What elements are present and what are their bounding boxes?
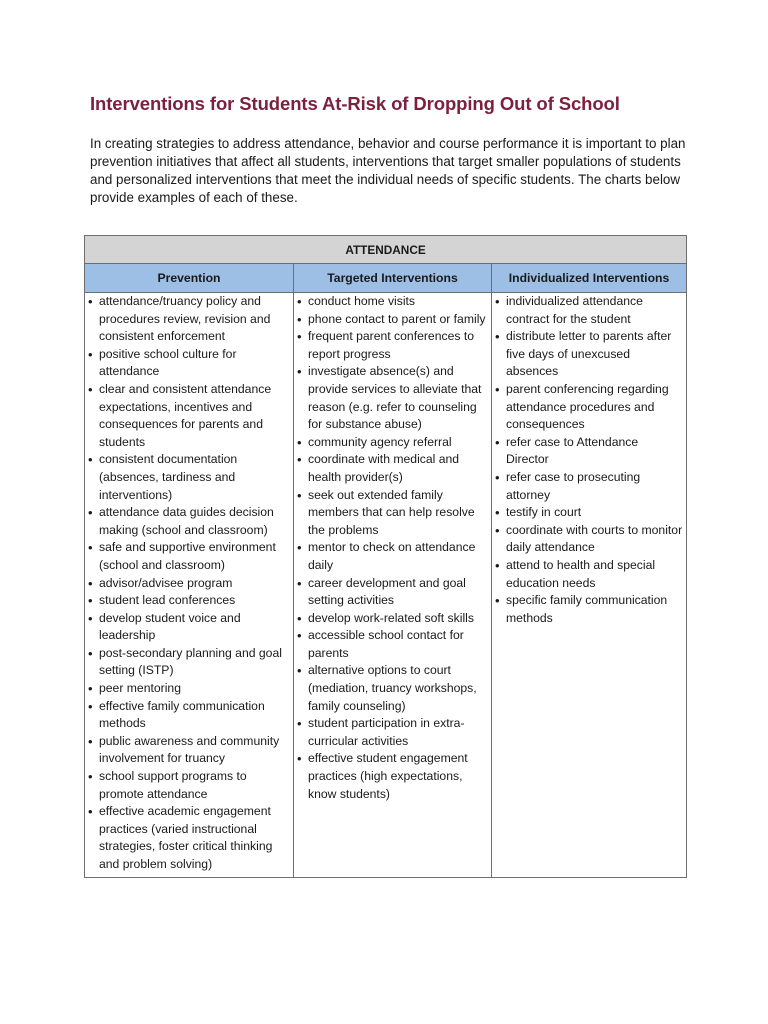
table-title-row	[85, 236, 687, 264]
list-item: • refer case to prosecuting attorney	[494, 469, 684, 504]
list-item: • individualized attendance contract for the student	[494, 293, 684, 328]
list-item: • student participation in extra-curricular activities	[296, 715, 489, 750]
list-item: • phone contact to parent or family	[296, 311, 489, 329]
list-item: • post-secondary planning and goal setting (ISTP)	[87, 645, 291, 680]
column-header-individualized: Individualized Interventions	[492, 264, 687, 293]
column-header-targeted: Targeted Interventions	[294, 264, 492, 293]
list-item: • effective student engagement practices (high expectations, know students)	[296, 750, 489, 803]
list-item: • mentor to check on attendance daily	[296, 539, 489, 574]
prevention-cell	[85, 293, 294, 878]
page-title: Interventions for Students At-Risk of Dropping Out of School	[90, 93, 620, 114]
list-item: • attend to health and special education needs	[494, 557, 684, 592]
list-item: • accessible school contact for parents	[296, 627, 489, 662]
list-item: • develop student voice and leadership	[87, 610, 291, 645]
list-item: • positive school culture for attendance	[87, 346, 291, 381]
list-item: • refer case to Attendance Director	[494, 434, 684, 469]
list-item: • attendance/truancy policy and procedures review, revision and consistent enforcement	[87, 293, 291, 346]
table-header-row	[85, 264, 687, 293]
list-item: • coordinate with medical and health provider(s)	[296, 451, 489, 486]
list-item: • school support programs to promote attendance	[87, 768, 291, 803]
list-item: • seek out extended family members that can help resolve the problems	[296, 487, 489, 540]
list-item: • investigate absence(s) and provide services to alleviate that reason (e.g. refer to counseling for substance abuse)	[296, 363, 489, 433]
targeted-list	[296, 293, 489, 803]
list-item: • attendance data guides decision making (school and classroom)	[87, 504, 291, 539]
list-item: • coordinate with courts to monitor daily attendance	[494, 522, 684, 557]
individualized-list	[494, 293, 684, 627]
attendance-table	[84, 235, 687, 878]
list-item: • student lead conferences	[87, 592, 291, 610]
individualized-cell	[492, 293, 687, 878]
list-item: • safe and supportive environment (school and classroom)	[87, 539, 291, 574]
list-item: • public awareness and community involvement for truancy	[87, 733, 291, 768]
table-body-row	[85, 293, 687, 878]
list-item: • testify in court	[494, 504, 684, 522]
list-item: • clear and consistent attendance expectations, incentives and consequences for parents and students	[87, 381, 291, 451]
prevention-list	[87, 293, 291, 874]
list-item: • distribute letter to parents after five days of unexcused absences	[494, 328, 684, 381]
intro-paragraph: In creating strategies to address attendance, behavior and course performance it is important to plan prevention initiatives that affect all students, interventions that target smaller populations of students and personalized interventions that meet the individual needs of specific students. The charts below provide examples of each of these.	[90, 136, 686, 205]
list-item: • effective academic engagement practices (varied instructional strategies, foster critical thinking and problem solving)	[87, 803, 291, 873]
list-item: • advisor/advisee program	[87, 575, 291, 593]
list-item: • peer mentoring	[87, 680, 291, 698]
list-item: • community agency referral	[296, 434, 489, 452]
column-header-prevention: Prevention	[85, 264, 294, 293]
targeted-cell	[294, 293, 492, 878]
list-item: • career development and goal setting activities	[296, 575, 489, 610]
list-item: • alternative options to court (mediation, truancy workshops, family counseling)	[296, 662, 489, 715]
list-item: • conduct home visits	[296, 293, 489, 311]
list-item: • consistent documentation (absences, tardiness and interventions)	[87, 451, 291, 504]
list-item: • parent conferencing regarding attendance procedures and consequences	[494, 381, 684, 434]
list-item: • effective family communication methods	[87, 698, 291, 733]
list-item: • specific family communication methods	[494, 592, 684, 627]
list-item: • develop work-related soft skills	[296, 610, 489, 628]
table-title: ATTENDANCE	[85, 236, 687, 264]
list-item: • frequent parent conferences to report progress	[296, 328, 489, 363]
